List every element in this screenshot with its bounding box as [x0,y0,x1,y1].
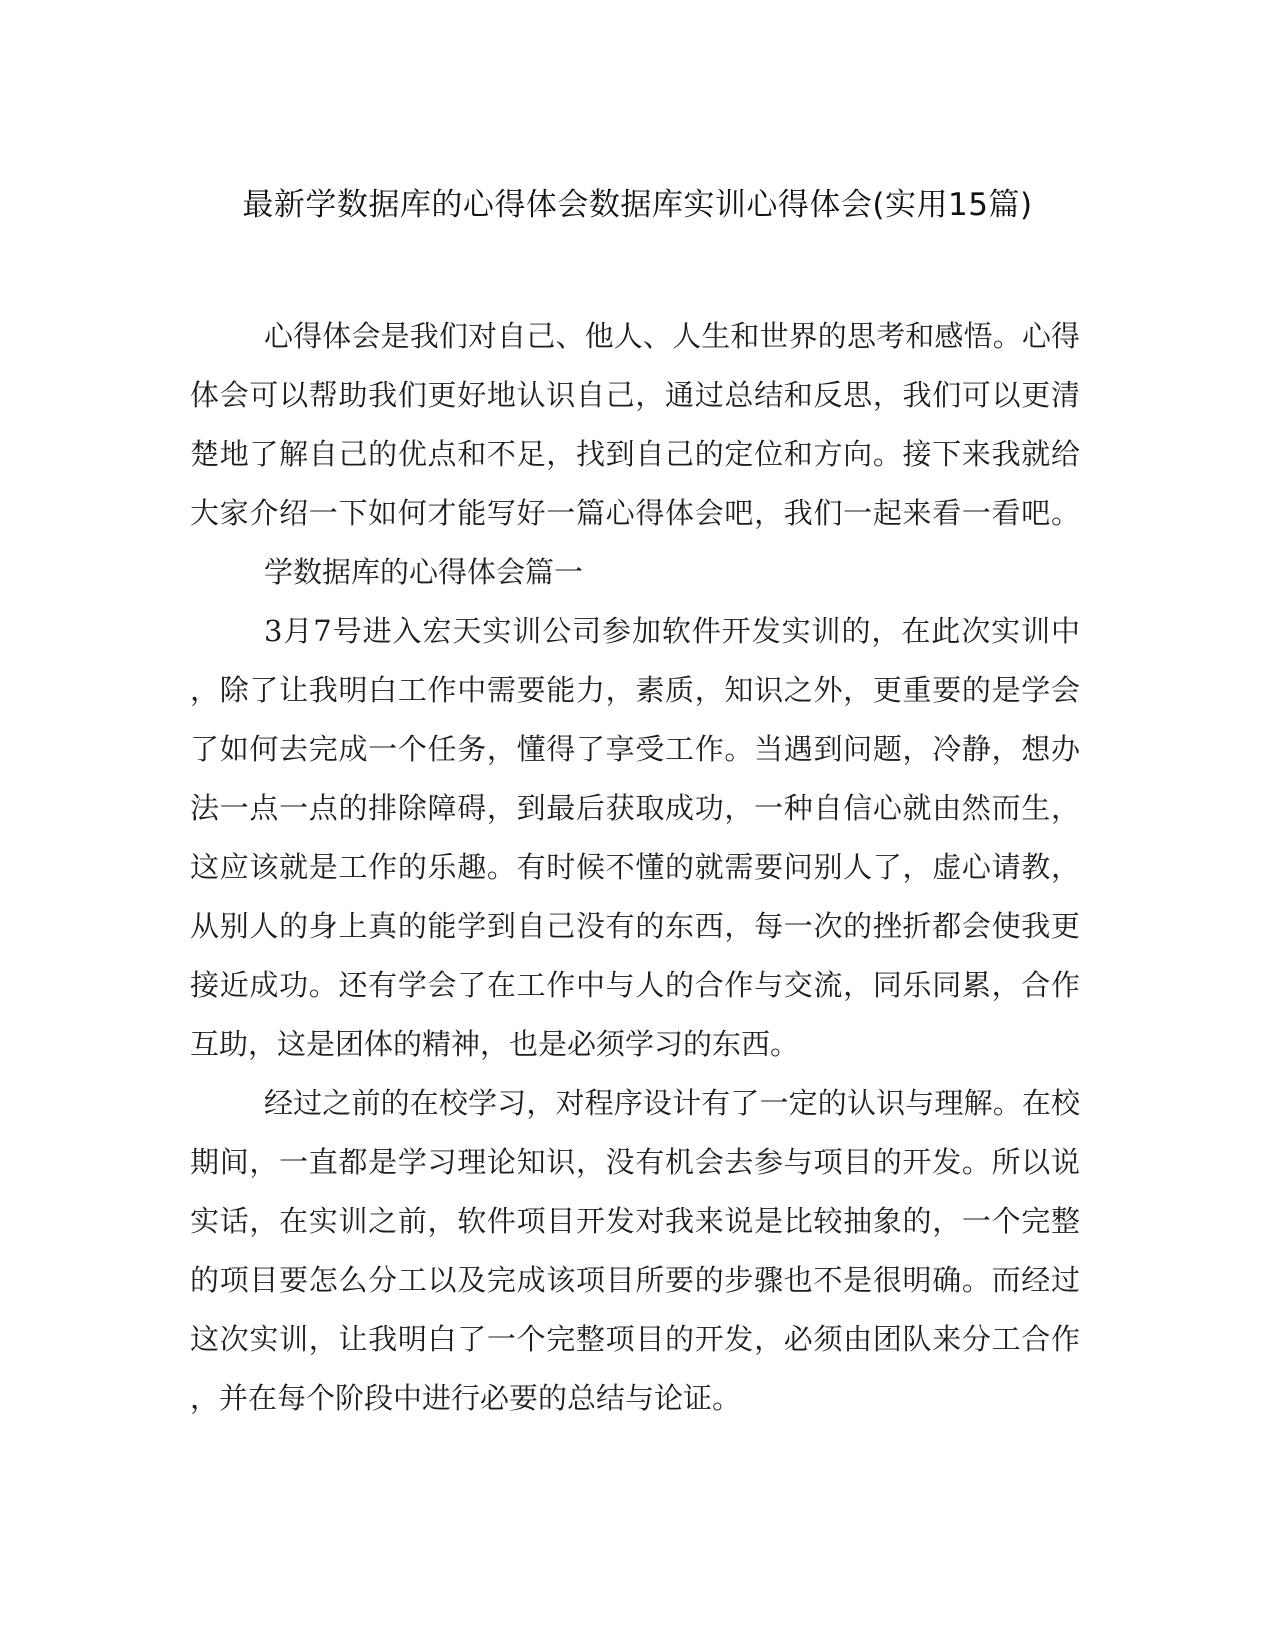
paragraph-line: 实话，在实训之前，软件项目开发对我来说是比较抽象的，一个完整 [190,1204,1080,1238]
paragraph-line: ，并在每个阶段中进行必要的总结与论证。 [190,1381,742,1415]
paragraph-line: 楚地了解自己的优点和不足，找到自己的定位和方向。接下来我就给 [190,437,1080,471]
paragraph-line: 期间，一直都是学习理论知识，没有机会去参与项目的开发。所以说 [190,1145,1080,1179]
paragraph-line: 的项目要怎么分工以及完成该项目所要的步骤也不是很明确。而经过 [190,1263,1080,1297]
paragraph-line: 心得体会是我们对自己、他人、人生和世界的思考和感悟。心得 [264,319,1080,353]
paragraph-line: 法一点一点的排除障碍，到最后获取成功，一种自信心就由然而生， [190,791,1080,825]
document-title: 最新学数据库的心得体会数据库实训心得体会(实用15篇) [242,187,1033,223]
paragraph-line: 经过之前的在校学习，对程序设计有了一定的认识与理解。在校 [264,1086,1080,1120]
section-heading: 学数据库的心得体会篇一 [264,555,584,589]
paragraph-line: 3月7号进入宏天实训公司参加软件开发实训的，在此次实训中 [264,614,1080,648]
paragraph-line: 这应该就是工作的乐趣。有时候不懂的就需要问别人了，虚心请教， [190,850,1080,884]
paragraph-line: 大家介绍一下如何才能写好一篇心得体会吧，我们一起来看一看吧。 [190,496,1080,530]
paragraph-line: 体会可以帮助我们更好地认识自己，通过总结和反思，我们可以更清 [190,378,1080,412]
paragraph-line: 互助，这是团体的精神，也是必须学习的东西。 [190,1027,800,1061]
paragraph-line: 接近成功。还有学会了在工作中与人的合作与交流，同乐同累，合作 [190,968,1080,1002]
paragraph-line: ，除了让我明白工作中需要能力，素质，知识之外，更重要的是学会 [190,673,1080,707]
paragraph-line: 了如何去完成一个任务，懂得了享受工作。当遇到问题，冷静，想办 [190,732,1080,766]
paragraph-line: 这次实训，让我明白了一个完整项目的开发，必须由团队来分工合作 [190,1322,1080,1356]
paragraph-line: 从别人的身上真的能学到自己没有的东西，每一次的挫折都会使我更 [190,909,1080,943]
